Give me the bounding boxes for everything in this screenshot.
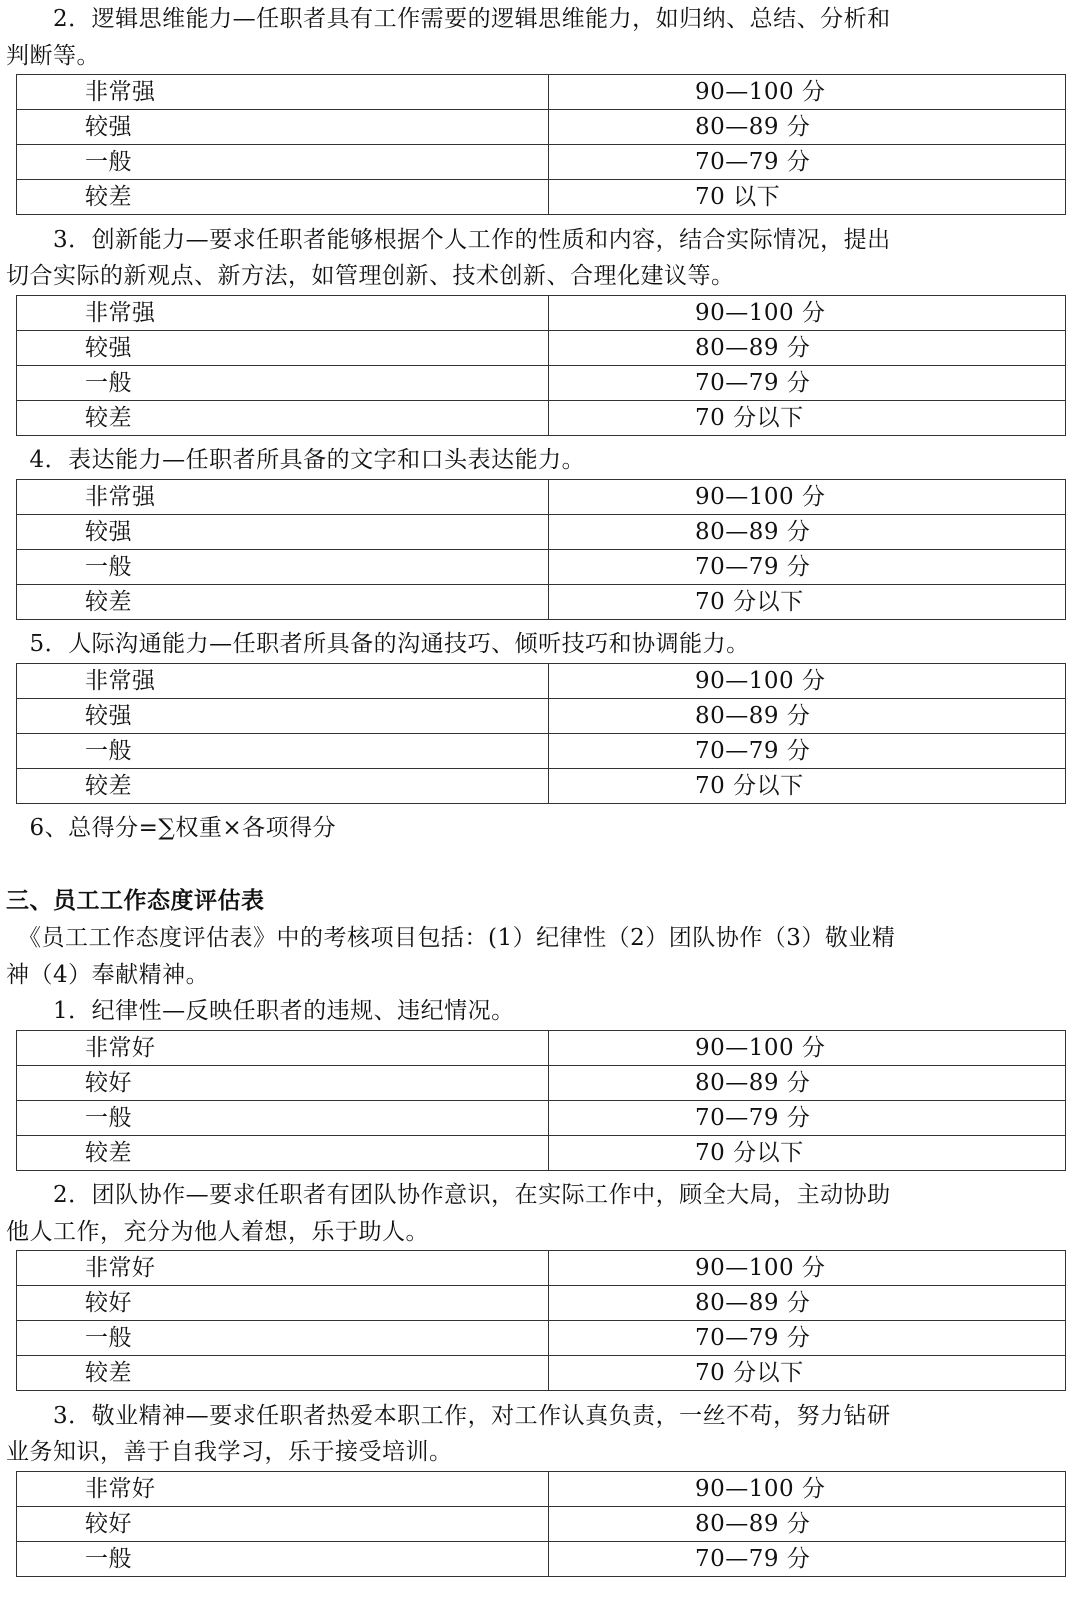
- score-range-cell: 80—89 分: [549, 698, 1066, 733]
- table-row: [17, 1030, 1066, 1065]
- score-range-cell: 80—89 分: [549, 110, 1066, 145]
- table-row: [17, 1135, 1066, 1170]
- paragraph-line: 5．人际沟通能力—任职者所具备的沟通技巧、倾听技巧和协调能力。: [6, 631, 750, 658]
- rating-level-cell: 一般: [17, 1321, 549, 1356]
- score-range-cell: 70 分以下: [549, 400, 1066, 435]
- table-row: [17, 698, 1066, 733]
- rating-level-cell: 一般: [17, 365, 549, 400]
- table-row: [17, 1472, 1066, 1507]
- rating-level-cell: 一般: [17, 733, 549, 768]
- table-row: [17, 1356, 1066, 1391]
- score-range-cell: 90—100 分: [549, 479, 1066, 514]
- rating-level-cell: 较强: [17, 330, 549, 365]
- score-range-cell: 70—79 分: [549, 549, 1066, 584]
- score-range-cell: 80—89 分: [549, 1286, 1066, 1321]
- table-row: [17, 145, 1066, 180]
- table-row: [17, 733, 1066, 768]
- table-row: [17, 514, 1066, 549]
- table-row: [17, 1321, 1066, 1356]
- rating-level-cell: 较差: [17, 768, 549, 803]
- rating-level-cell: 非常好: [17, 1472, 549, 1507]
- rating-level-cell: 较好: [17, 1286, 549, 1321]
- rating-level-cell: 非常强: [17, 663, 549, 698]
- table-row: [17, 1065, 1066, 1100]
- rating-level-cell: 较好: [17, 1065, 549, 1100]
- score-table: [16, 1030, 1066, 1171]
- paragraph-line: 切合实际的新观点、新方法，如管理创新、技术创新、合理化建议等。: [6, 263, 735, 290]
- score-range-cell: 70 分以下: [549, 1135, 1066, 1170]
- score-range-cell: 70—79 分: [549, 1542, 1066, 1577]
- rating-level-cell: 较差: [17, 1356, 549, 1391]
- score-range-cell: 90—100 分: [549, 75, 1066, 110]
- table-row: [17, 75, 1066, 110]
- paragraph-line: 6、总得分=∑权重×各项得分: [6, 815, 337, 842]
- rating-level-cell: 较差: [17, 180, 549, 215]
- table-row: [17, 1507, 1066, 1542]
- table-row: [17, 365, 1066, 400]
- table-row: [17, 110, 1066, 145]
- paragraph-line: 3．创新能力—要求任职者能够根据个人工作的性质和内容，结合实际情况，提出: [6, 226, 891, 253]
- table-row: [17, 663, 1066, 698]
- table-row: [17, 400, 1066, 435]
- score-table: [16, 1250, 1066, 1391]
- rating-level-cell: 一般: [17, 145, 549, 180]
- table-row: [17, 1100, 1066, 1135]
- score-range-cell: 80—89 分: [549, 330, 1066, 365]
- score-range-cell: 90—100 分: [549, 1472, 1066, 1507]
- rating-level-cell: 较差: [17, 1135, 549, 1170]
- rating-level-cell: 一般: [17, 549, 549, 584]
- rating-level-cell: 非常强: [17, 75, 549, 110]
- score-range-cell: 70—79 分: [549, 365, 1066, 400]
- score-range-cell: 90—100 分: [549, 1030, 1066, 1065]
- paragraph-line: 判断等。: [6, 42, 100, 69]
- score-range-cell: 70 分以下: [549, 1356, 1066, 1391]
- score-range-cell: 70 以下: [549, 180, 1066, 215]
- score-range-cell: 80—89 分: [549, 1507, 1066, 1542]
- score-table: [16, 1471, 1066, 1577]
- score-range-cell: 70 分以下: [549, 768, 1066, 803]
- score-range-cell: 70 分以下: [549, 584, 1066, 619]
- rating-level-cell: 较好: [17, 1507, 549, 1542]
- rating-level-cell: 非常好: [17, 1030, 549, 1065]
- paragraph-line: 4．表达能力—任职者所具备的文字和口头表达能力。: [6, 447, 586, 474]
- table-row: [17, 180, 1066, 215]
- paragraph-line: 《员工工作态度评估表》中的考核项目包括：(1）纪律性（2）团队协作（3）敬业精: [6, 925, 896, 951]
- table-row: [17, 330, 1066, 365]
- paragraph-line: 3．敬业精神—要求任职者热爱本职工作，对工作认真负责，一丝不苟，努力钻研: [6, 1402, 891, 1429]
- table-row: [17, 1286, 1066, 1321]
- rating-level-cell: 较差: [17, 400, 549, 435]
- table-row: [17, 479, 1066, 514]
- paragraph-line: 神（4）奉献精神。: [6, 961, 210, 988]
- paragraph-line: 2．团队协作—要求任职者有团队协作意识，在实际工作中，顾全大局，主动协助: [6, 1182, 891, 1209]
- score-range-cell: 70—79 分: [549, 145, 1066, 180]
- rating-level-cell: 较强: [17, 514, 549, 549]
- table-row: [17, 584, 1066, 619]
- table-row: [17, 1542, 1066, 1577]
- rating-level-cell: 较差: [17, 584, 549, 619]
- score-table: [16, 663, 1066, 804]
- score-range-cell: 90—100 分: [549, 1251, 1066, 1286]
- score-table: [16, 74, 1066, 215]
- score-table: [16, 479, 1066, 620]
- rating-level-cell: 较强: [17, 110, 549, 145]
- table-row: [17, 295, 1066, 330]
- paragraph-line: 业务知识，善于自我学习，乐于接受培训。: [6, 1439, 453, 1466]
- section-heading: 三、员工工作态度评估表: [6, 887, 265, 915]
- score-range-cell: 70—79 分: [549, 733, 1066, 768]
- score-range-cell: 70—79 分: [549, 1321, 1066, 1356]
- table-row: [17, 1251, 1066, 1286]
- rating-level-cell: 非常强: [17, 479, 549, 514]
- rating-level-cell: 非常好: [17, 1251, 549, 1286]
- rating-level-cell: 非常强: [17, 295, 549, 330]
- score-range-cell: 80—89 分: [549, 514, 1066, 549]
- score-table: [16, 295, 1066, 436]
- score-range-cell: 90—100 分: [549, 295, 1066, 330]
- paragraph-line: 2．逻辑思维能力—任职者具有工作需要的逻辑思维能力，如归纳、总结、分析和: [6, 6, 891, 32]
- table-row: [17, 549, 1066, 584]
- rating-level-cell: 一般: [17, 1542, 549, 1577]
- table-row: [17, 768, 1066, 803]
- score-range-cell: 70—79 分: [549, 1100, 1066, 1135]
- rating-level-cell: 一般: [17, 1100, 549, 1135]
- score-range-cell: 90—100 分: [549, 663, 1066, 698]
- paragraph-line: 他人工作，充分为他人着想，乐于助人。: [6, 1218, 429, 1245]
- score-range-cell: 80—89 分: [549, 1065, 1066, 1100]
- rating-level-cell: 较强: [17, 698, 549, 733]
- paragraph-line: 1．纪律性—反映任职者的违规、违纪情况。: [6, 998, 515, 1025]
